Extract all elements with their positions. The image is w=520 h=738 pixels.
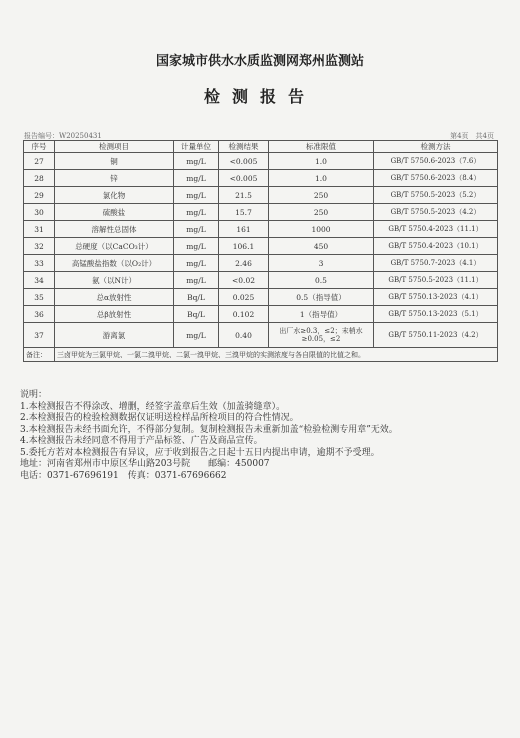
cell-limit: 0.5: [269, 272, 374, 289]
col-header-item: 检测项目: [55, 141, 174, 153]
cell-unit: mg/L: [174, 255, 219, 272]
cell-limit: 0.5（指导值）: [269, 289, 374, 306]
cell-no: 36: [24, 306, 55, 323]
cell-result: 2.46: [219, 255, 269, 272]
cell-result: <0.005: [219, 153, 269, 170]
cell-method: GB/T 5750.5-2023（5.2）: [374, 187, 498, 204]
cell-no: 35: [24, 289, 55, 306]
table-row: [24, 170, 498, 187]
cell-item: 总β放射性: [55, 306, 174, 323]
table-row: [24, 204, 498, 221]
cell-result: 106.1: [219, 238, 269, 255]
report-number: 报告编号：W20250431: [24, 132, 102, 140]
cell-result: 161: [219, 221, 269, 238]
cell-unit: mg/L: [174, 204, 219, 221]
cell-method: GB/T 5750.4-2023（10.1）: [374, 238, 498, 255]
report-title: 检测报告: [203, 87, 316, 106]
table-row: [24, 306, 498, 323]
cell-limit: 250: [269, 204, 374, 221]
org-title: 国家城市供水水质监测网郑州监测站: [155, 54, 364, 69]
col-header-no: 序号: [24, 141, 55, 153]
cell-method: GB/T 5750.11-2023（4.2）: [374, 323, 498, 348]
table-row: [24, 221, 498, 238]
cell-result: 0.40: [219, 323, 269, 348]
phone-line: 电话：0371-67696191 传真：0371-67696662: [20, 470, 227, 481]
cell-limit: 1.0: [269, 170, 374, 187]
table-row: [24, 289, 498, 306]
cell-no: 32: [24, 238, 55, 255]
cell-unit: Bq/L: [174, 289, 219, 306]
cell-unit: mg/L: [174, 153, 219, 170]
cell-unit: mg/L: [174, 170, 219, 187]
cell-no: 27: [24, 153, 55, 170]
cell-method: GB/T 5750.4-2023（11.1）: [374, 221, 498, 238]
cell-unit: mg/L: [174, 187, 219, 204]
cell-method: GB/T 5750.6-2023（8.4）: [374, 170, 498, 187]
cell-method: GB/T 5750.13-2023（4.1）: [374, 289, 498, 306]
cell-result: <0.02: [219, 272, 269, 289]
remark-row: [24, 348, 498, 362]
page-indicator: 第4页 共4页: [450, 132, 494, 140]
cell-no: 30: [24, 204, 55, 221]
cell-unit: mg/L: [174, 221, 219, 238]
cell-no: 28: [24, 170, 55, 187]
cell-result: 21.5: [219, 187, 269, 204]
cell-no: 31: [24, 221, 55, 238]
cell-item: 铜: [55, 153, 174, 170]
cell-item: 硫酸盐: [55, 204, 174, 221]
col-header-limit: 标准限值: [269, 141, 374, 153]
cell-limit: 1（指导值）: [269, 306, 374, 323]
cell-no: 29: [24, 187, 55, 204]
note-line: 4.本检测报告未经同意不得用于产品标签、广告及商品宣传。: [20, 436, 263, 446]
note-line: 3.本检测报告未经书面允许，不得部分复制。复制检测报告未重新加盖“检验检测专用章”无效。: [20, 424, 398, 435]
table-row: [24, 187, 498, 204]
cell-no: 33: [24, 255, 55, 272]
cell-unit: mg/L: [174, 323, 219, 348]
cell-result: <0.005: [219, 170, 269, 187]
cell-item: 游离氯: [55, 323, 174, 348]
cell-limit: 450: [269, 238, 374, 255]
table-row: [24, 153, 498, 170]
cell-no: 34: [24, 272, 55, 289]
cell-item: 溶解性总固体: [55, 221, 174, 238]
cell-item: 总硬度（以CaCO₃计）: [55, 238, 174, 255]
cell-limit: 1.0: [269, 153, 374, 170]
cell-item: 氯化物: [55, 187, 174, 204]
cell-no: 37: [24, 323, 55, 348]
cell-limit: 3: [269, 255, 374, 272]
cell-result: 15.7: [219, 204, 269, 221]
notes-heading: 说明：: [20, 390, 48, 400]
table-row: [24, 323, 498, 348]
cell-result: 0.102: [219, 306, 269, 323]
notes-section: [20, 390, 510, 482]
cell-item: 氨（以N计）: [55, 272, 174, 289]
cell-item: 总α放射性: [55, 289, 174, 306]
cell-limit: 1000: [269, 221, 374, 238]
cell-method: GB/T 5750.5-2023（4.2）: [374, 204, 498, 221]
cell-method: GB/T 5750.7-2023（4.1）: [374, 255, 498, 272]
remark-text: 三卤甲烷为三氯甲烷、一氯二溴甲烷、二氯一溴甲烷、三溴甲烷的实测浓度与各自限值的比值之和。: [55, 348, 498, 362]
note-line: 1.本检测报告不得涂改、增删，经签字盖章后生效（加盖骑缝章）。: [20, 401, 286, 412]
table-header-row: [24, 141, 498, 153]
table-row: [24, 238, 498, 255]
note-line: 2.本检测报告的检验检测数据仅证明送检样品所检项目的符合性情况。: [20, 413, 299, 423]
table-row: [24, 255, 498, 272]
cell-unit: Bq/L: [174, 306, 219, 323]
cell-unit: mg/L: [174, 272, 219, 289]
cell-limit: 出厂水≥0.3，≤2；末梢水≥0.05，≤2: [269, 323, 374, 348]
cell-item: 高锰酸盐指数（以O₂计）: [55, 255, 174, 272]
cell-unit: mg/L: [174, 238, 219, 255]
cell-method: GB/T 5750.13-2023（5.1）: [374, 306, 498, 323]
note-line: 5.委托方若对本检测报告有异议，应于收到报告之日起十五日内提出申请，逾期不予受理。: [20, 447, 380, 458]
cell-item: 锌: [55, 170, 174, 187]
cell-method: GB/T 5750.5-2023（11.1）: [374, 272, 498, 289]
cell-limit: 250: [269, 187, 374, 204]
col-header-method: 检测方法: [374, 141, 498, 153]
address-line: 地址：河南省郑州市中原区华山路203号院 邮编：450007: [20, 459, 270, 469]
cell-result: 0.025: [219, 289, 269, 306]
cell-method: GB/T 5750.6-2023（7.6）: [374, 153, 498, 170]
results-table: [23, 140, 498, 362]
col-header-result: 检测结果: [219, 141, 269, 153]
col-header-unit: 计量单位: [174, 141, 219, 153]
table-row: [24, 272, 498, 289]
remark-label: 备注：: [24, 348, 55, 362]
